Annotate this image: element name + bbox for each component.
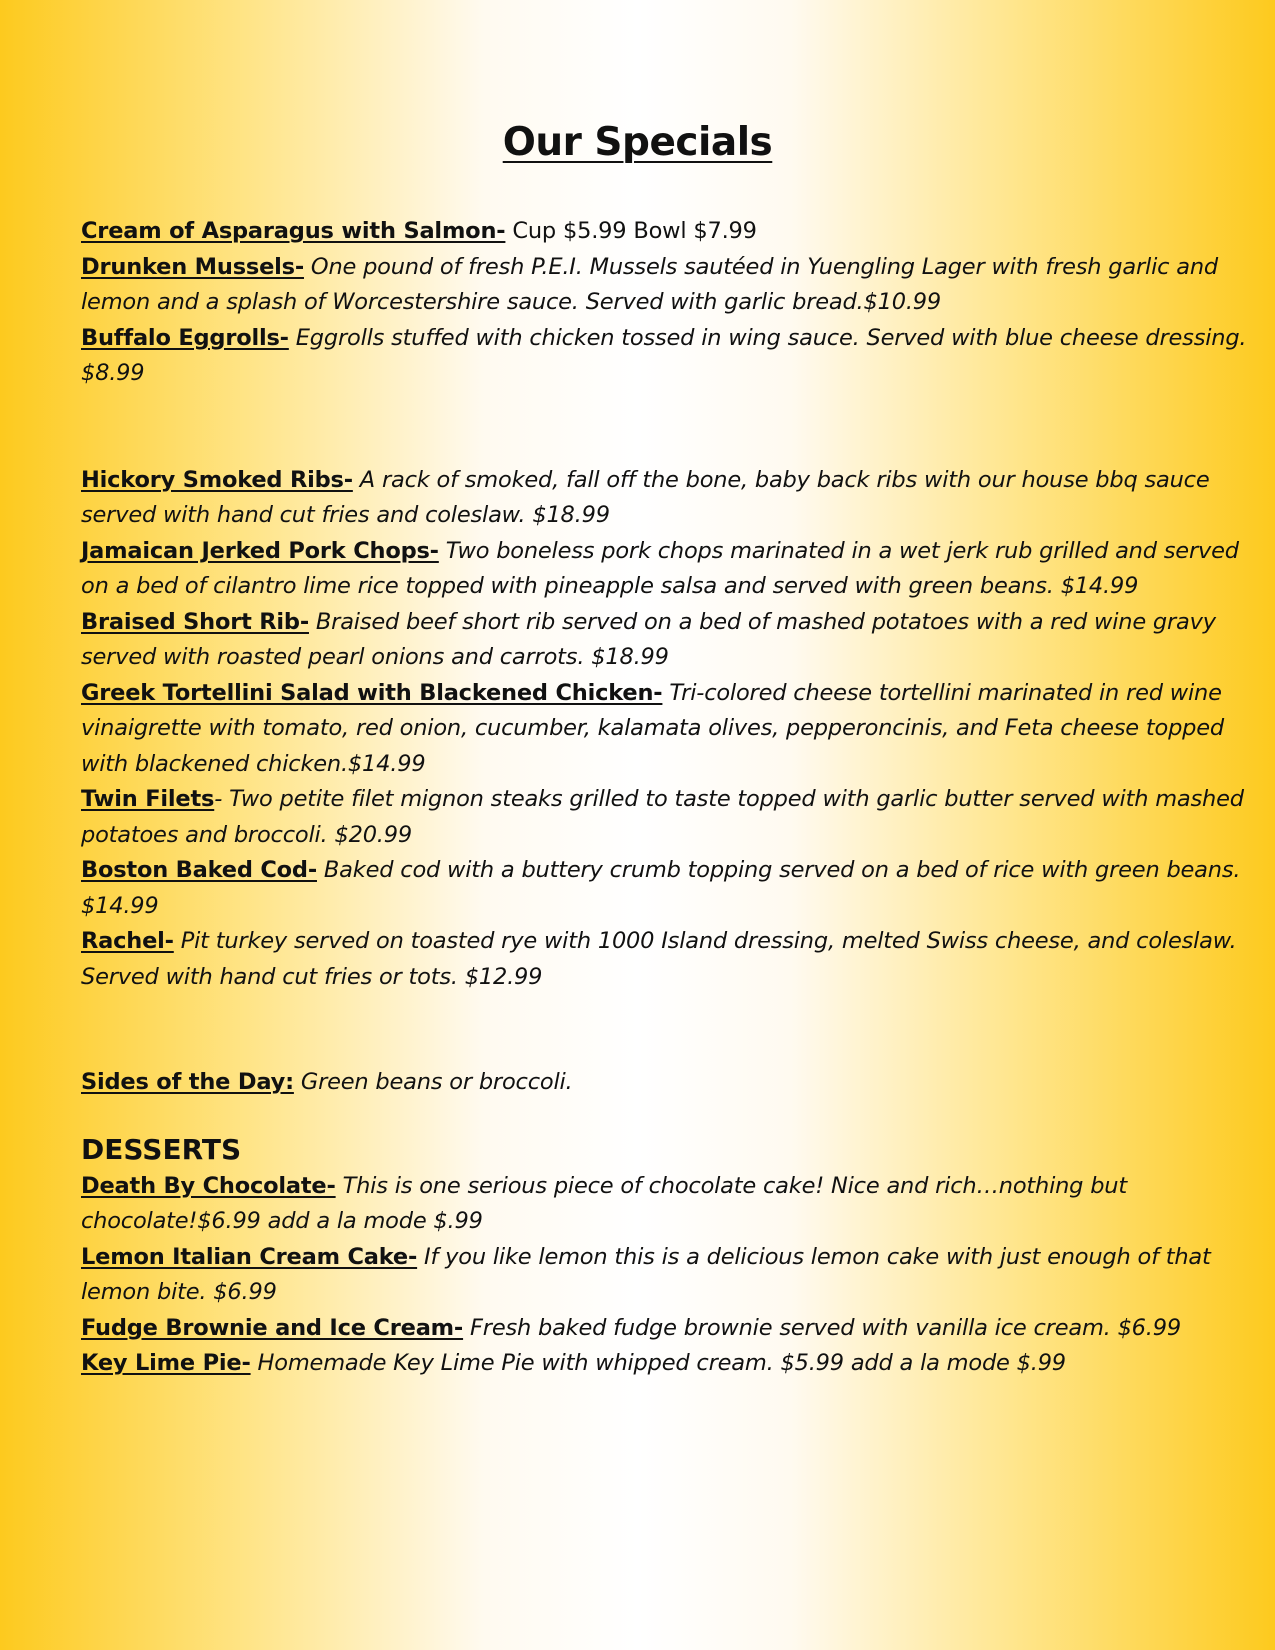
menu-item-desc: Fresh baked fudge brownie served with vanilla ice cream. $6.99 [463,1314,1181,1341]
menu-item-desc: Two boneless pork chops marinated in a wet jerk rub grilled and served on a bed of cilantro lime rice topped with pineapple salsa and served with green beans. $14.99 [81,537,1239,599]
menu-item-desc: This is one serious piece of chocolate cake! Nice and rich…nothing but chocolate!$6.99 add a la mode $.99 [81,1172,1127,1234]
menu-item-name: Boston Baked Cod- [81,857,317,883]
menu-item-twin-filets [81,782,1256,853]
menu-item-name: Fudge Brownie and Ice Cream- [81,1314,464,1341]
menu-item-desc: If you like lemon this is a delicious lemon cake with just enough of that lemon bite. $6.99 [81,1243,1211,1305]
menu-item-name: Key Lime Pie- [81,1350,251,1376]
sides-desc: Green beans or broccoli. [293,1069,573,1095]
menu-item-desc: One pound of fresh P.E.I. Mussels sautéed in Yuengling Lager with fresh garlic and lemon and a splash of Worcestershire sauce. Served with garlic bread.$10.99 [81,253,1218,315]
menu-item-key-lime-pie [81,1346,1256,1382]
menu-item-rachel [81,924,1256,995]
menu-item-name: Braised Short Rib- [81,608,309,635]
menu-item-name: Buffalo Eggrolls- [81,324,289,351]
menu-item-desc: Eggrolls stuffed with chicken tossed in wing sauce. Served with blue cheese dressing. $8.99 [81,324,1247,386]
menu-item-drunken-mussels [81,250,1256,321]
menu-item-name: Greek Tortellini Salad with Blackened Chicken- [81,679,663,706]
menu-item-death-by-chocolate [81,1169,1256,1240]
menu-item-fudge-brownie [81,1311,1256,1347]
menu-item-greek-tortellini [81,676,1256,783]
spacer [81,995,1256,1065]
spacer [81,1101,1256,1131]
menu-item-name: Twin Filets [81,786,215,812]
menu-item-desc: Cup $5.99 Bowl $7.99 [505,218,757,244]
menu-item-name: Death By Chocolate- [81,1172,336,1199]
menu-item-name: Cream of Asparagus with Salmon- [81,218,506,244]
menu-item-desc: Homemade Key Lime Pie with whipped cream. $5.99 add a la mode $.99 [250,1350,1066,1376]
menu-item-desc: A rack of smoked, fall off the bone, baby back ribs with our house bbq sauce served with hand cut fries and coleslaw. $18.99 [81,466,1210,528]
menu-item-jerked-pork-chops [81,534,1256,605]
menu-item-desc: Pit turkey served on toasted rye with 1000 Island dressing, melted Swiss cheese, and coleslaw. Served with hand cut fries or tots. $12.99 [81,928,1237,990]
menu-item-desc: Tri-colored cheese tortellini marinated in red wine vinaigrette with tomato, red onion, cucumber, kalamata olives, pepperoncinis, and Feta cheese topped with blackened chicken.$14.99 [81,679,1224,777]
menu-item-name: Jamaican Jerked Pork Chops- [81,537,439,564]
sides-label: Sides of the Day: [81,1069,294,1095]
menu-item-asparagus-soup [81,214,1256,250]
menu-item-desc: Baked cod with a buttery crumb topping served on a bed of rice with green beans. $14.99 [81,857,1241,919]
menu-item-lemon-cream-cake [81,1240,1256,1311]
page-title: Our Specials [502,120,773,165]
sides-of-the-day [81,1065,1256,1101]
menu-item-buffalo-eggrolls [81,321,1256,392]
menu-item-braised-short-rib [81,605,1256,676]
menu-item-name: Drunken Mussels- [81,253,304,280]
menu-item-name: Rachel- [81,928,174,954]
menu-item-name: Hickory Smoked Ribs- [81,466,353,493]
menu-item-desc: - Two petite filet mignon steaks grilled to taste topped with garlic butter served with mashed potatoes and broccoli. $20.99 [81,786,1244,848]
menu-item-boston-baked-cod [81,853,1256,924]
menu-content [81,214,1256,1382]
desserts-heading: DESSERTS [81,1132,242,1166]
spacer [81,392,1256,463]
menu-item-hickory-ribs [81,463,1256,534]
menu-item-desc: Braised beef short rib served on a bed of mashed potatoes with a red wine gravy served with roasted pearl onions and carrots. $18.99 [81,608,1216,670]
menu-item-name: Lemon Italian Cream Cake- [81,1243,418,1270]
